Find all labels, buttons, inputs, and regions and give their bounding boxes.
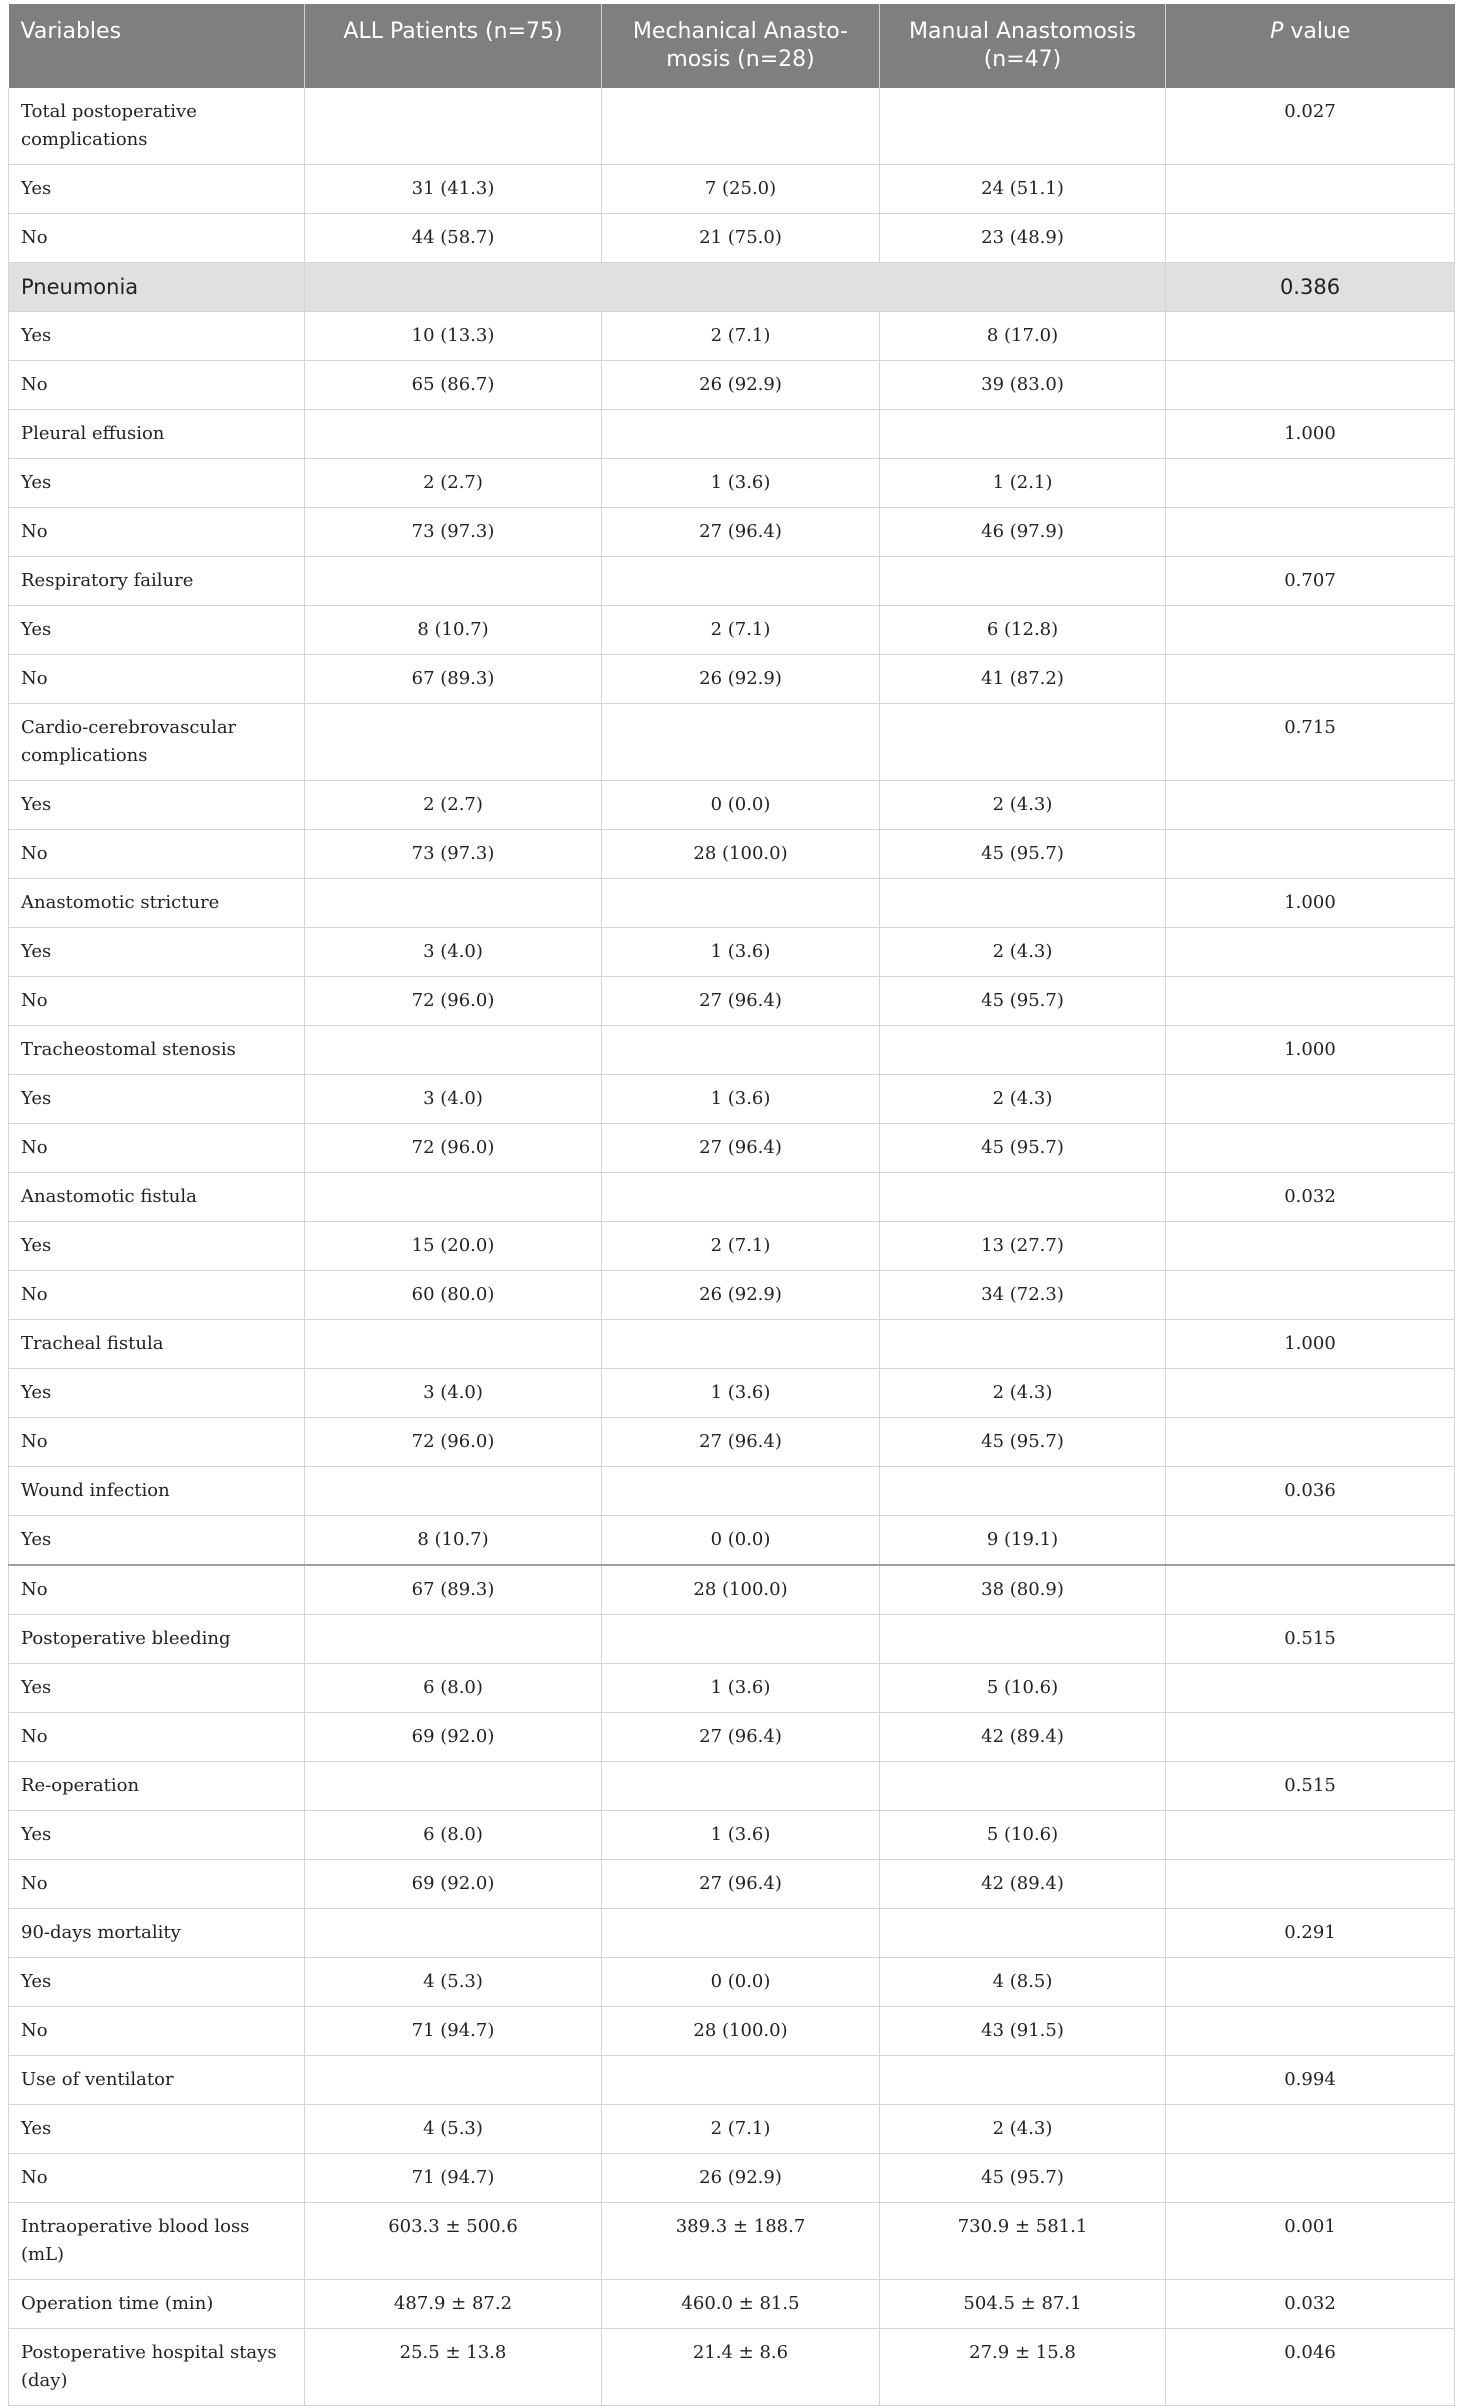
cell-manual: 38 (80.9) — [880, 1565, 1166, 1615]
cell-mechanical: 28 (100.0) — [602, 830, 880, 879]
cell-p-value — [1166, 606, 1455, 655]
cell-variable: Cardio-cerebrovascular complications — [9, 704, 305, 781]
cell-mechanical — [602, 88, 880, 165]
table-row — [9, 2329, 1455, 2406]
cell-p-value — [1166, 2154, 1455, 2203]
cell-manual: 24 (51.1) — [880, 165, 1166, 214]
table-row — [9, 606, 1455, 655]
cell-mechanical: 1 (3.6) — [602, 1369, 880, 1418]
header-variables: Variables — [9, 4, 305, 88]
cell-p-value: 0.032 — [1166, 1173, 1455, 1222]
header-manual-anastomosis: Manual Anastomosis (n=47) — [880, 4, 1166, 88]
cell-mechanical: 2 (7.1) — [602, 312, 880, 361]
cell-p-value: 0.027 — [1166, 88, 1455, 165]
cell-manual: 45 (95.7) — [880, 1418, 1166, 1467]
cell-manual — [880, 1173, 1166, 1222]
table-row — [9, 1075, 1455, 1124]
cell-p-value: 0.994 — [1166, 2056, 1455, 2105]
cell-mechanical: 21 (75.0) — [602, 214, 880, 263]
cell-variable: No — [9, 977, 305, 1026]
cell-all-patients: 44 (58.7) — [305, 214, 602, 263]
cell-mechanical: 28 (100.0) — [602, 2007, 880, 2056]
cell-variable: Postoperative hospital stays (day) — [9, 2329, 305, 2406]
table-row — [9, 1664, 1455, 1713]
cell-variable: Pneumonia — [9, 263, 305, 312]
table-row — [9, 2105, 1455, 2154]
cell-manual: 5 (10.6) — [880, 1664, 1166, 1713]
cell-p-value: 1.000 — [1166, 1026, 1455, 1075]
cell-manual: 45 (95.7) — [880, 2154, 1166, 2203]
cell-mechanical — [602, 1762, 880, 1811]
cell-variable: Use of ventilator — [9, 2056, 305, 2105]
cell-variable: Yes — [9, 312, 305, 361]
cell-manual: 39 (83.0) — [880, 361, 1166, 410]
table-body — [9, 88, 1455, 2406]
cell-manual — [880, 879, 1166, 928]
cell-all-patients: 65 (86.7) — [305, 361, 602, 410]
cell-all-patients: 487.9 ± 87.2 — [305, 2280, 602, 2329]
cell-variable: No — [9, 361, 305, 410]
cell-manual: 45 (95.7) — [880, 977, 1166, 1026]
cell-manual: 27.9 ± 15.8 — [880, 2329, 1166, 2406]
cell-p-value: 1.000 — [1166, 1320, 1455, 1369]
cell-all-patients: 6 (8.0) — [305, 1664, 602, 1713]
cell-mechanical: 1 (3.6) — [602, 1811, 880, 1860]
cell-manual: 8 (17.0) — [880, 312, 1166, 361]
table-row — [9, 1418, 1455, 1467]
cell-variable: Yes — [9, 606, 305, 655]
cell-manual: 2 (4.3) — [880, 781, 1166, 830]
cell-all-patients — [305, 1026, 602, 1075]
cell-p-value — [1166, 1811, 1455, 1860]
cell-manual: 1 (2.1) — [880, 459, 1166, 508]
cell-p-value — [1166, 165, 1455, 214]
cell-variable: No — [9, 1565, 305, 1615]
cell-all-patients — [305, 1173, 602, 1222]
cell-manual: 42 (89.4) — [880, 1713, 1166, 1762]
cell-all-patients — [305, 704, 602, 781]
cell-all-patients: 3 (4.0) — [305, 1075, 602, 1124]
cell-variable: Wound infection — [9, 1467, 305, 1516]
cell-p-value — [1166, 1860, 1455, 1909]
table-row — [9, 1026, 1455, 1075]
table-row — [9, 88, 1455, 165]
cell-manual: 13 (27.7) — [880, 1222, 1166, 1271]
table-row — [9, 1320, 1455, 1369]
cell-p-value — [1166, 312, 1455, 361]
cell-all-patients: 72 (96.0) — [305, 1124, 602, 1173]
cell-all-patients: 72 (96.0) — [305, 977, 602, 1026]
table-row — [9, 2154, 1455, 2203]
cell-mechanical — [602, 1320, 880, 1369]
cell-all-patients: 8 (10.7) — [305, 1516, 602, 1566]
cell-all-patients — [305, 1909, 602, 1958]
table-row — [9, 410, 1455, 459]
cell-manual: 43 (91.5) — [880, 2007, 1166, 2056]
table-row — [9, 1958, 1455, 2007]
cell-variable: No — [9, 830, 305, 879]
header-row — [9, 4, 1455, 88]
table-row — [9, 312, 1455, 361]
cell-variable: Tracheostomal stenosis — [9, 1026, 305, 1075]
cell-all-patients: 69 (92.0) — [305, 1713, 602, 1762]
table-row — [9, 1860, 1455, 1909]
cell-mechanical: 27 (96.4) — [602, 1418, 880, 1467]
cell-all-patients — [305, 879, 602, 928]
cell-mechanical — [602, 1615, 880, 1664]
cell-all-patients — [305, 263, 602, 312]
cell-all-patients: 4 (5.3) — [305, 2105, 602, 2154]
table-row — [9, 830, 1455, 879]
header-p-value — [1166, 4, 1455, 88]
table-row — [9, 1369, 1455, 1418]
cell-variable: Yes — [9, 1811, 305, 1860]
cell-manual: 41 (87.2) — [880, 655, 1166, 704]
table-row — [9, 557, 1455, 606]
table-row — [9, 1762, 1455, 1811]
cell-p-value — [1166, 361, 1455, 410]
cell-all-patients: 71 (94.7) — [305, 2007, 602, 2056]
cell-mechanical: 0 (0.0) — [602, 1516, 880, 1566]
cell-p-value — [1166, 1418, 1455, 1467]
cell-p-value — [1166, 1124, 1455, 1173]
cell-mechanical: 389.3 ± 188.7 — [602, 2203, 880, 2280]
table-row — [9, 655, 1455, 704]
cell-all-patients — [305, 410, 602, 459]
cell-variable: No — [9, 1713, 305, 1762]
cell-manual: 5 (10.6) — [880, 1811, 1166, 1860]
cell-p-value — [1166, 1516, 1455, 1566]
cell-all-patients: 31 (41.3) — [305, 165, 602, 214]
cell-manual — [880, 1026, 1166, 1075]
cell-all-patients — [305, 1320, 602, 1369]
cell-p-value: 0.515 — [1166, 1615, 1455, 1664]
table-row — [9, 879, 1455, 928]
table-row — [9, 1467, 1455, 1516]
cell-variable: Yes — [9, 928, 305, 977]
table-row — [9, 2203, 1455, 2280]
cell-manual: 2 (4.3) — [880, 1369, 1166, 1418]
cell-manual — [880, 263, 1166, 312]
cell-mechanical — [602, 1173, 880, 1222]
cell-manual — [880, 2056, 1166, 2105]
cell-mechanical: 1 (3.6) — [602, 1075, 880, 1124]
cell-variable: Yes — [9, 1369, 305, 1418]
cell-manual: 504.5 ± 87.1 — [880, 2280, 1166, 2329]
table-row — [9, 1173, 1455, 1222]
cell-variable: Yes — [9, 1664, 305, 1713]
cell-p-value — [1166, 928, 1455, 977]
cell-p-value: 0.291 — [1166, 1909, 1455, 1958]
cell-mechanical: 2 (7.1) — [602, 1222, 880, 1271]
cell-manual: 2 (4.3) — [880, 2105, 1166, 2154]
cell-variable: No — [9, 1418, 305, 1467]
cell-variable: Total postoperative complications — [9, 88, 305, 165]
cell-manual — [880, 410, 1166, 459]
cell-variable: Yes — [9, 1516, 305, 1566]
table-row — [9, 781, 1455, 830]
cell-p-value — [1166, 2105, 1455, 2154]
table-row — [9, 2007, 1455, 2056]
cell-mechanical — [602, 410, 880, 459]
cell-p-value — [1166, 1713, 1455, 1762]
table-row — [9, 2056, 1455, 2105]
cell-variable: No — [9, 1860, 305, 1909]
cell-variable: Pleural effusion — [9, 410, 305, 459]
cell-variable: Yes — [9, 781, 305, 830]
table-row — [9, 2280, 1455, 2329]
cell-all-patients: 69 (92.0) — [305, 1860, 602, 1909]
cell-mechanical: 21.4 ± 8.6 — [602, 2329, 880, 2406]
cell-mechanical: 27 (96.4) — [602, 1860, 880, 1909]
table-row — [9, 214, 1455, 263]
cell-mechanical: 2 (7.1) — [602, 606, 880, 655]
cell-all-patients: 3 (4.0) — [305, 928, 602, 977]
cell-all-patients: 25.5 ± 13.8 — [305, 2329, 602, 2406]
cell-manual — [880, 1320, 1166, 1369]
cell-variable: Operation time (min) — [9, 2280, 305, 2329]
table-row — [9, 508, 1455, 557]
cell-mechanical: 26 (92.9) — [602, 2154, 880, 2203]
cell-mechanical: 460.0 ± 81.5 — [602, 2280, 880, 2329]
cell-p-value — [1166, 459, 1455, 508]
table-row — [9, 1713, 1455, 1762]
cell-all-patients: 6 (8.0) — [305, 1811, 602, 1860]
cell-p-value: 0.707 — [1166, 557, 1455, 606]
cell-all-patients — [305, 88, 602, 165]
cell-all-patients: 72 (96.0) — [305, 1418, 602, 1467]
cell-manual: 45 (95.7) — [880, 830, 1166, 879]
cell-p-value — [1166, 830, 1455, 879]
cell-p-value: 0.036 — [1166, 1467, 1455, 1516]
cell-all-patients: 3 (4.0) — [305, 1369, 602, 1418]
cell-all-patients: 73 (97.3) — [305, 508, 602, 557]
cell-mechanical — [602, 879, 880, 928]
cell-p-value — [1166, 508, 1455, 557]
complications-table-container — [8, 4, 1454, 2406]
cell-variable: No — [9, 2154, 305, 2203]
cell-manual — [880, 1467, 1166, 1516]
cell-all-patients: 15 (20.0) — [305, 1222, 602, 1271]
cell-manual: 730.9 ± 581.1 — [880, 2203, 1166, 2280]
cell-mechanical: 0 (0.0) — [602, 1958, 880, 2007]
table-row — [9, 1222, 1455, 1271]
cell-manual: 34 (72.3) — [880, 1271, 1166, 1320]
cell-all-patients — [305, 1467, 602, 1516]
cell-variable: Yes — [9, 165, 305, 214]
cell-all-patients: 71 (94.7) — [305, 2154, 602, 2203]
cell-variable: Anastomotic stricture — [9, 879, 305, 928]
cell-mechanical: 27 (96.4) — [602, 977, 880, 1026]
cell-variable: No — [9, 1271, 305, 1320]
cell-variable: Yes — [9, 1958, 305, 2007]
cell-p-value — [1166, 1222, 1455, 1271]
cell-manual — [880, 704, 1166, 781]
table-row — [9, 928, 1455, 977]
cell-variable: Re-operation — [9, 1762, 305, 1811]
cell-variable: Intraoperative blood loss (mL) — [9, 2203, 305, 2280]
cell-p-value — [1166, 1369, 1455, 1418]
cell-mechanical — [602, 704, 880, 781]
cell-all-patients: 67 (89.3) — [305, 655, 602, 704]
cell-variable: Yes — [9, 2105, 305, 2154]
cell-variable: Postoperative bleeding — [9, 1615, 305, 1664]
cell-mechanical — [602, 557, 880, 606]
cell-variable: No — [9, 2007, 305, 2056]
cell-manual — [880, 1909, 1166, 1958]
cell-variable: Yes — [9, 459, 305, 508]
cell-manual: 45 (95.7) — [880, 1124, 1166, 1173]
cell-variable: Anastomotic fistula — [9, 1173, 305, 1222]
table-row — [9, 263, 1455, 312]
cell-p-value: 0.032 — [1166, 2280, 1455, 2329]
cell-variable: Yes — [9, 1075, 305, 1124]
table-header — [9, 4, 1455, 88]
cell-all-patients: 8 (10.7) — [305, 606, 602, 655]
cell-variable: No — [9, 655, 305, 704]
cell-variable: Respiratory failure — [9, 557, 305, 606]
cell-manual: 42 (89.4) — [880, 1860, 1166, 1909]
cell-variable: No — [9, 1124, 305, 1173]
cell-all-patients — [305, 2056, 602, 2105]
cell-p-value — [1166, 977, 1455, 1026]
cell-manual: 46 (97.9) — [880, 508, 1166, 557]
cell-mechanical — [602, 1026, 880, 1075]
cell-mechanical: 26 (92.9) — [602, 361, 880, 410]
cell-mechanical: 28 (100.0) — [602, 1565, 880, 1615]
cell-all-patients: 73 (97.3) — [305, 830, 602, 879]
header-p-italic: P — [1270, 19, 1284, 44]
cell-p-value — [1166, 655, 1455, 704]
cell-p-value — [1166, 781, 1455, 830]
cell-variable: No — [9, 214, 305, 263]
cell-mechanical: 7 (25.0) — [602, 165, 880, 214]
cell-p-value: 0.386 — [1166, 263, 1455, 312]
cell-manual: 2 (4.3) — [880, 928, 1166, 977]
header-value-text: value — [1290, 19, 1351, 44]
cell-all-patients: 67 (89.3) — [305, 1565, 602, 1615]
cell-mechanical: 27 (96.4) — [602, 1713, 880, 1762]
cell-all-patients: 60 (80.0) — [305, 1271, 602, 1320]
cell-manual — [880, 1762, 1166, 1811]
cell-mechanical: 27 (96.4) — [602, 1124, 880, 1173]
cell-all-patients — [305, 1615, 602, 1664]
cell-manual: 9 (19.1) — [880, 1516, 1166, 1566]
cell-mechanical — [602, 263, 880, 312]
header-mechanical-anastomosis: Mechanical Anasto-mosis (n=28) — [602, 4, 880, 88]
table-row — [9, 1909, 1455, 1958]
table-row — [9, 165, 1455, 214]
table-row — [9, 1271, 1455, 1320]
cell-p-value — [1166, 1958, 1455, 2007]
cell-manual — [880, 1615, 1166, 1664]
header-all-patients: ALL Patients (n=75) — [305, 4, 602, 88]
cell-mechanical: 0 (0.0) — [602, 781, 880, 830]
cell-all-patients: 603.3 ± 500.6 — [305, 2203, 602, 2280]
cell-all-patients — [305, 557, 602, 606]
cell-manual: 2 (4.3) — [880, 1075, 1166, 1124]
cell-variable: Yes — [9, 1222, 305, 1271]
cell-p-value: 0.001 — [1166, 2203, 1455, 2280]
cell-mechanical: 1 (3.6) — [602, 459, 880, 508]
cell-mechanical — [602, 2056, 880, 2105]
cell-p-value — [1166, 214, 1455, 263]
cell-p-value — [1166, 1664, 1455, 1713]
cell-mechanical — [602, 1909, 880, 1958]
table-row — [9, 1565, 1455, 1615]
table-row — [9, 1124, 1455, 1173]
table-row — [9, 459, 1455, 508]
cell-variable: No — [9, 508, 305, 557]
cell-p-value: 0.515 — [1166, 1762, 1455, 1811]
cell-mechanical: 2 (7.1) — [602, 2105, 880, 2154]
cell-p-value — [1166, 2007, 1455, 2056]
table-row — [9, 1811, 1455, 1860]
cell-all-patients: 2 (2.7) — [305, 781, 602, 830]
cell-p-value: 1.000 — [1166, 879, 1455, 928]
cell-p-value: 1.000 — [1166, 410, 1455, 459]
cell-manual — [880, 557, 1166, 606]
cell-all-patients: 10 (13.3) — [305, 312, 602, 361]
cell-p-value: 0.046 — [1166, 2329, 1455, 2406]
table-row — [9, 1516, 1455, 1566]
cell-manual: 23 (48.9) — [880, 214, 1166, 263]
table-row — [9, 1615, 1455, 1664]
table-row — [9, 977, 1455, 1026]
cell-mechanical: 26 (92.9) — [602, 1271, 880, 1320]
table-row — [9, 704, 1455, 781]
cell-variable: Tracheal fistula — [9, 1320, 305, 1369]
cell-all-patients: 4 (5.3) — [305, 1958, 602, 2007]
cell-manual — [880, 88, 1166, 165]
cell-manual: 4 (8.5) — [880, 1958, 1166, 2007]
cell-all-patients — [305, 1762, 602, 1811]
cell-mechanical: 1 (3.6) — [602, 1664, 880, 1713]
cell-all-patients: 2 (2.7) — [305, 459, 602, 508]
cell-variable: 90-days mortality — [9, 1909, 305, 1958]
table-row — [9, 361, 1455, 410]
cell-mechanical: 26 (92.9) — [602, 655, 880, 704]
cell-p-value — [1166, 1565, 1455, 1615]
cell-mechanical: 1 (3.6) — [602, 928, 880, 977]
cell-p-value — [1166, 1271, 1455, 1320]
cell-p-value: 0.715 — [1166, 704, 1455, 781]
cell-mechanical: 27 (96.4) — [602, 508, 880, 557]
complications-table — [8, 4, 1455, 2406]
cell-manual: 6 (12.8) — [880, 606, 1166, 655]
cell-p-value — [1166, 1075, 1455, 1124]
cell-mechanical — [602, 1467, 880, 1516]
